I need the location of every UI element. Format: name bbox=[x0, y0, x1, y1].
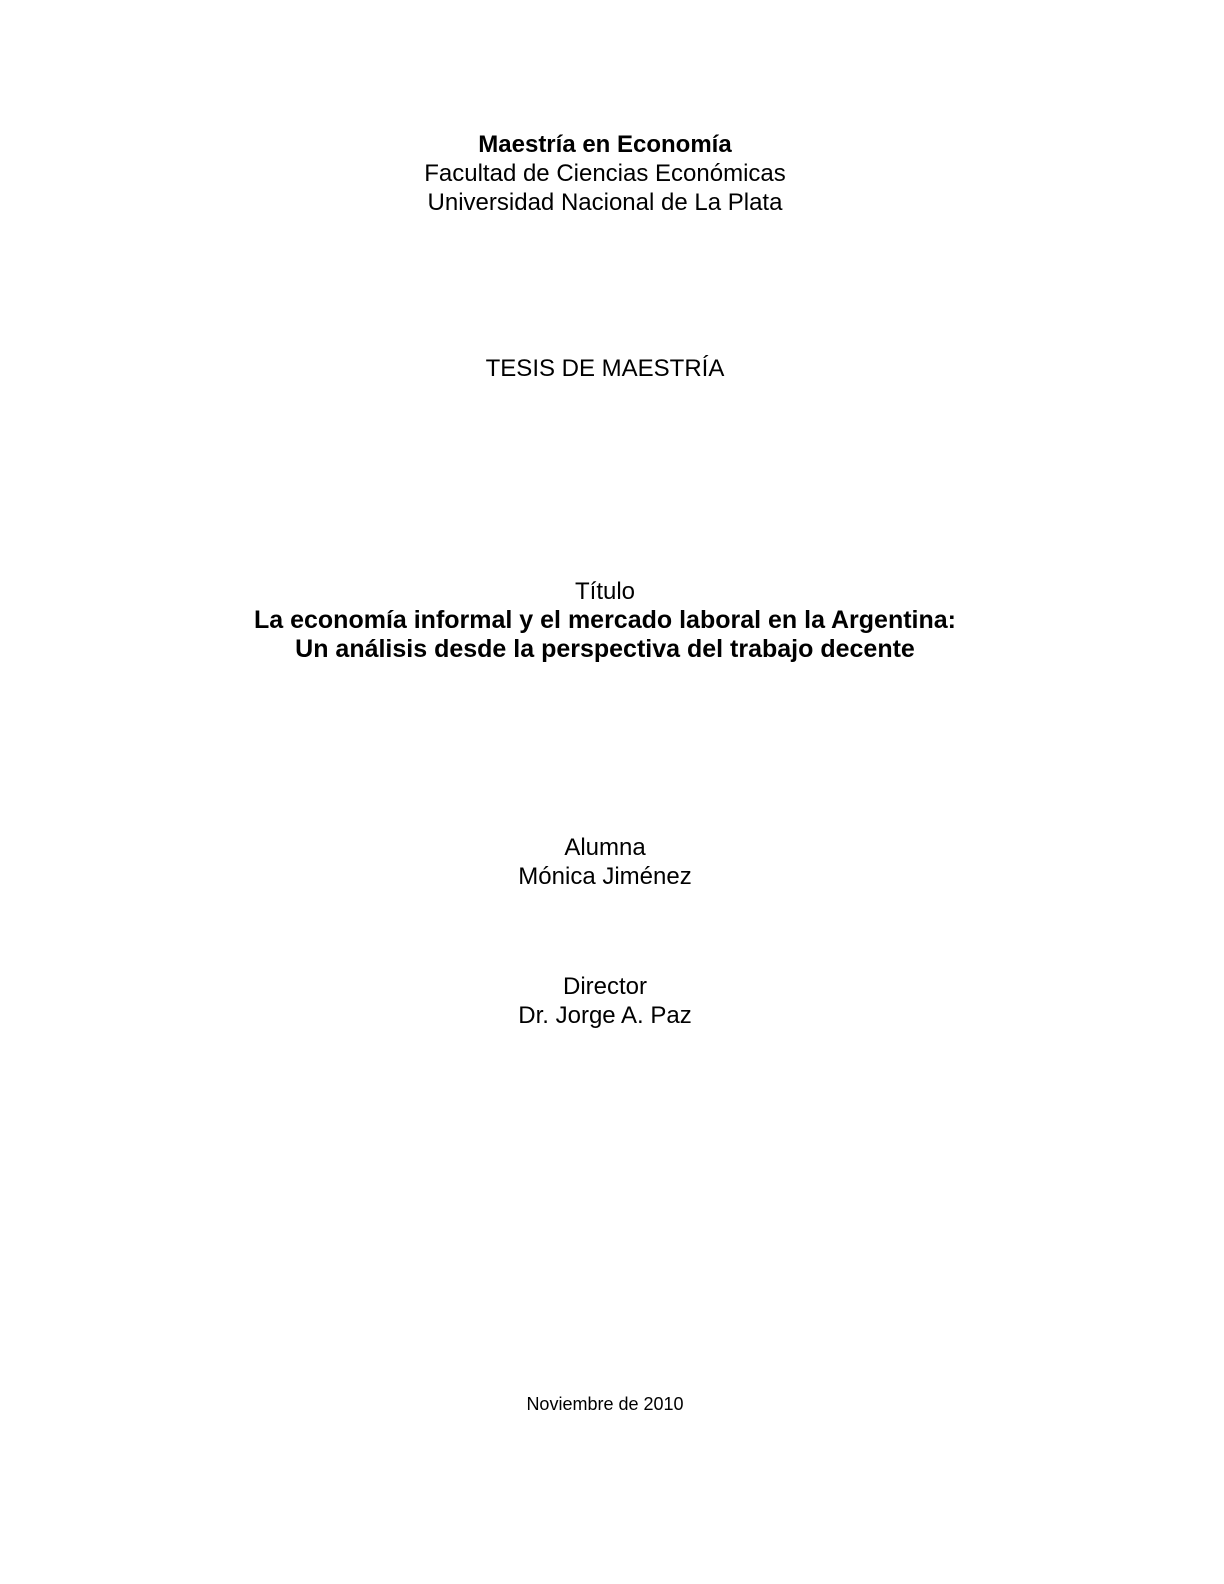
title-section bbox=[0, 577, 1210, 664]
director-section bbox=[0, 972, 1210, 1030]
publication-date: Noviembre de 2010 bbox=[526, 1394, 684, 1414]
thesis-type-block bbox=[0, 354, 1210, 383]
student-section bbox=[0, 833, 1210, 891]
faculty-name: Facultad de Ciencias Económicas bbox=[424, 160, 786, 187]
director-label: Director bbox=[562, 973, 647, 1000]
thesis-title-line-1: La economía informal y el mercado laboral en la Argentina: bbox=[253, 606, 957, 634]
director-name: Dr. Jorge A. Paz bbox=[518, 1002, 692, 1029]
student-name: Mónica Jiménez bbox=[518, 863, 692, 890]
thesis-type: TESIS DE MAESTRÍA bbox=[485, 355, 725, 382]
program-name: Maestría en Economía bbox=[478, 131, 732, 158]
institution-header bbox=[0, 130, 1210, 217]
title-label: Título bbox=[574, 578, 636, 605]
date-section bbox=[0, 1393, 1210, 1415]
university-name: Universidad Nacional de La Plata bbox=[427, 189, 783, 216]
student-label: Alumna bbox=[564, 834, 646, 861]
thesis-title-line-2: Un análisis desde la perspectiva del trabajo decente bbox=[295, 635, 915, 663]
